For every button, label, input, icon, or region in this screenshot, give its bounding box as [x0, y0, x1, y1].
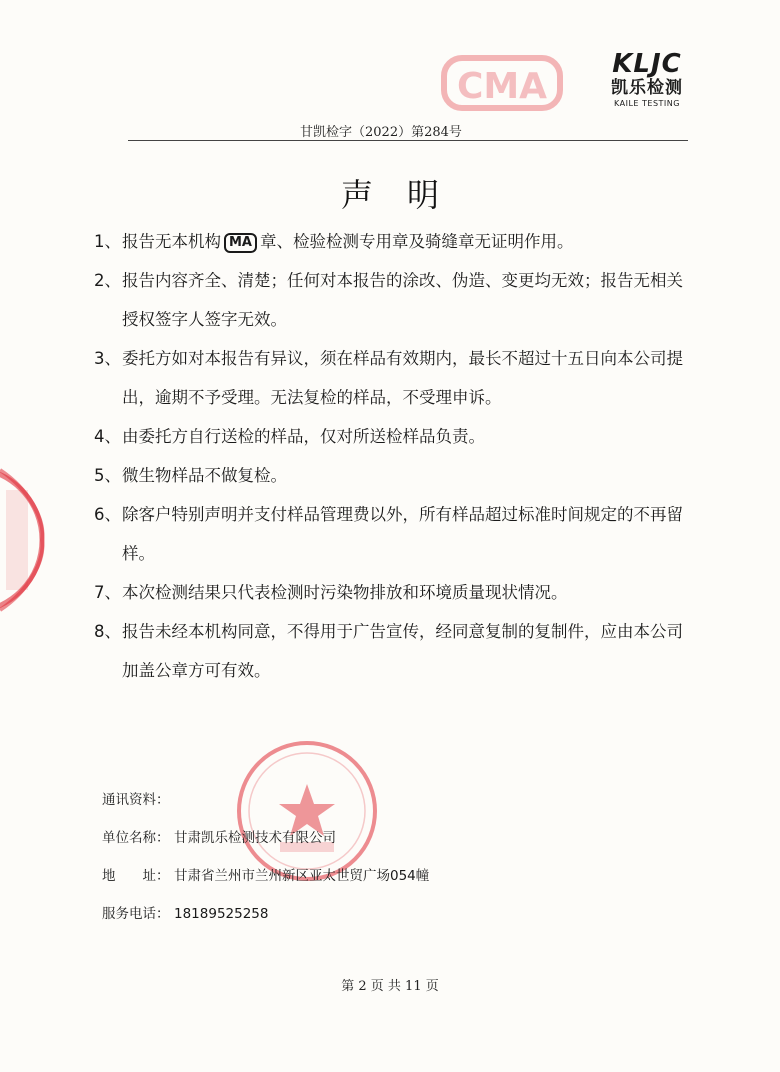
company-row — [102, 828, 622, 866]
cma-mark-icon: MA — [224, 233, 257, 253]
page-title: 声明 — [340, 176, 473, 214]
address-row — [102, 866, 622, 904]
clause-item — [94, 573, 694, 612]
logo-name: 凯乐检测 — [611, 78, 683, 98]
phone-row — [102, 904, 622, 942]
clause-text: 报告内容齐全、清楚；任何对本报告的涂改、伪造、变更均无效；报告无相关授权签字人签字无效。 — [122, 271, 683, 329]
contact-heading: 通讯资料： — [102, 792, 170, 808]
logo-english: KAILE TESTING — [614, 99, 680, 108]
clause-item — [94, 417, 694, 456]
cma-stamp-text: CMA — [456, 66, 548, 107]
address-label: 地 址： — [102, 868, 170, 884]
clause-text: 微生物样品不做复检。 — [122, 466, 287, 485]
clause-number: 6、 — [94, 505, 121, 524]
clause-number: 2、 — [94, 271, 121, 290]
clause-number: 3、 — [94, 349, 121, 368]
contact-heading-row — [102, 790, 622, 828]
seam-seal-icon — [0, 460, 50, 620]
company-value: 甘肃凯乐检测技术有限公司 — [174, 830, 336, 846]
clause-number: 8、 — [94, 622, 121, 641]
declaration-clauses — [94, 222, 694, 690]
company-label: 单位名称： — [102, 830, 170, 846]
phone-value: 18189525258 — [174, 906, 269, 922]
clause-text: 委托方如对本报告有异议，须在样品有效期内，最长不超过十五日向本公司提出，逾期不予受理。无法复检的样品，不受理申诉。 — [122, 349, 683, 407]
report-number: 甘凯检字（2022）第284号 — [300, 125, 462, 140]
address-value: 甘肃省兰州市兰州新区亚太世贸广场054幢 — [174, 868, 430, 884]
header-divider — [128, 140, 688, 141]
clause-number: 7、 — [94, 583, 121, 602]
contact-info — [102, 790, 622, 942]
clause-item — [94, 339, 694, 417]
clause-text: 由委托方自行送检的样品，仅对所送检样品负责。 — [122, 427, 485, 446]
clause-text-post: 章、检验检测专用章及骑缝章无证明作用。 — [260, 232, 574, 251]
clause-item — [94, 456, 694, 495]
clause-item — [94, 612, 694, 690]
clause-number: 1、 — [94, 232, 121, 251]
phone-label: 服务电话： — [102, 906, 170, 922]
logo-mark: KLJC — [612, 49, 682, 79]
company-logo — [604, 50, 690, 110]
clause-number: 4、 — [94, 427, 121, 446]
clause-item — [94, 495, 694, 573]
clause-item — [94, 261, 694, 339]
clause-text-pre: 报告无本机构 — [122, 232, 221, 251]
clause-number: 5、 — [94, 466, 121, 485]
page-number: 第 2 页 共 11 页 — [341, 979, 439, 994]
clause-text: 本次检测结果只代表检测时污染物排放和环境质量现状情况。 — [122, 583, 568, 602]
clause-text: 除客户特别声明并支付样品管理费以外，所有样品超过标准时间规定的不再留样。 — [122, 505, 683, 563]
clause-item — [94, 222, 694, 261]
clause-text: 报告未经本机构同意，不得用于广告宣传，经同意复制的复制件，应由本公司加盖公章方可有效。 — [122, 622, 683, 680]
